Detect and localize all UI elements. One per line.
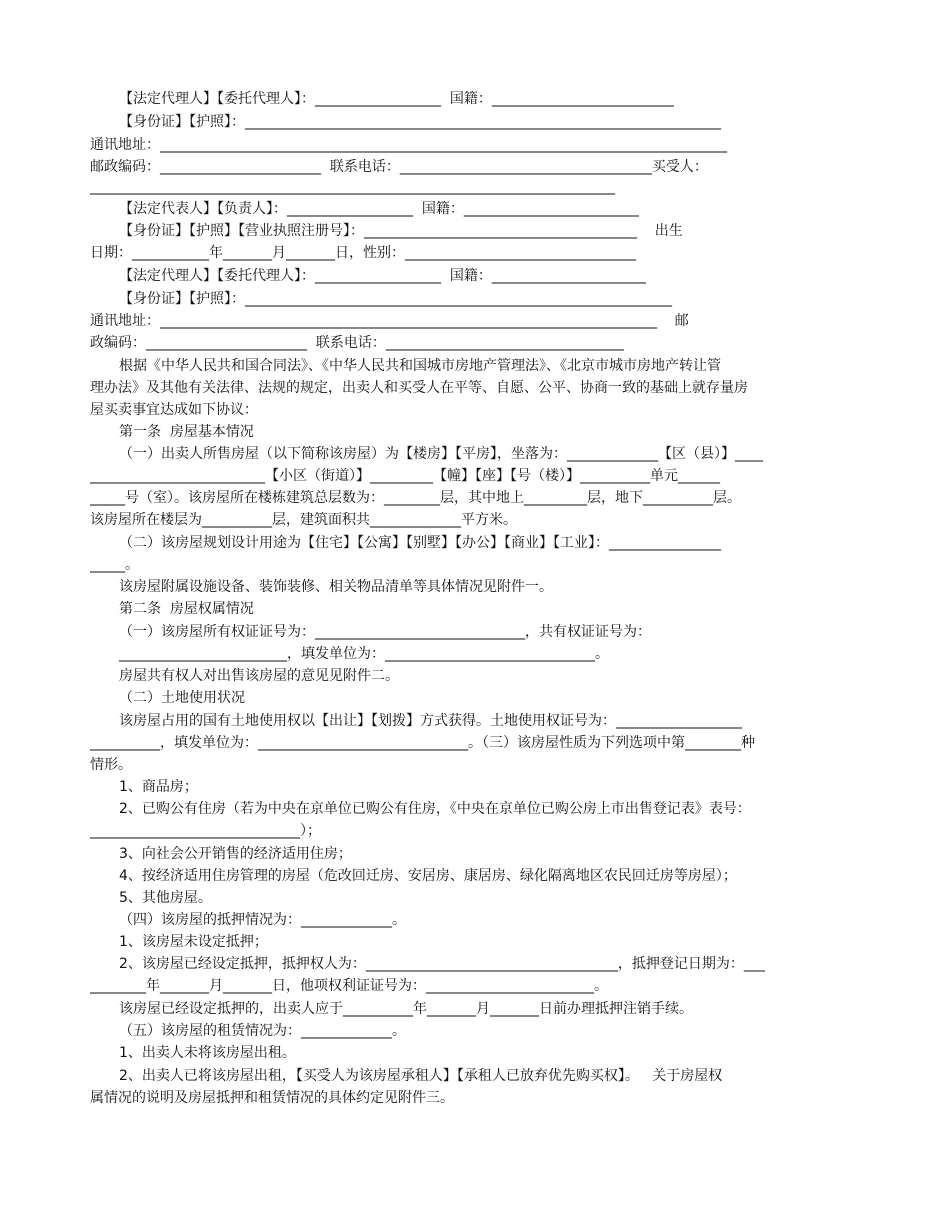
text-line: 情形。 [90, 757, 132, 773]
text-line: _____。 [90, 557, 139, 573]
text-line: 政编码：_______________________ 联系电话：__________________________________ [90, 335, 624, 351]
list-item: 1、商品房； [119, 779, 198, 795]
text-line: 【法定代表人】【负责人】：__________________ 国籍：_________________________ [119, 201, 639, 217]
list-item: 4、按经济适用住房管理的房屋（危改回迁房、安居房、康居房、绿化隔离地区农民回迁房等房屋）； [119, 868, 737, 884]
text-line: 邮政编码：_______________________ 联系电话：____________________________________买受人： [90, 159, 708, 175]
text-line: _________________________【小区（街道）】_________【幢】【座】【号（楼）】__________单元______ [90, 468, 720, 484]
text-line: 【身份证】【护照】：_____________________________________________________________ [119, 291, 672, 307]
text-line: 【法定代理人】【委托代理人】：__________________ 国籍：__________________________ [119, 91, 674, 107]
text-line: ________年_______月_______日，他项权利证证号为：________________________。 [90, 978, 608, 994]
text-line: （二）土地使用状况 [119, 690, 245, 706]
text-line: 通讯地址：_______________________________________________________________________ 邮 [90, 313, 689, 329]
text-line: （五）该房屋的租赁情况为：_____________。 [119, 1023, 406, 1039]
text-line: 日期：___________年_______月_______日，性别：_________________________________ [90, 245, 636, 261]
text-line: （四）该房屋的抵押情况为：_____________。 [119, 912, 406, 928]
text-line: 屋买卖事宜达成如下协议： [90, 402, 258, 418]
text-line: _____号（室）。该房屋所在楼栋建筑总层数为：________层，其中地上_________层，地下__________层。 [90, 490, 741, 506]
text-line: 通讯地址：_________________________________________________________________________________ [90, 137, 727, 153]
text-line: ________________________，填发单位为：______________________________。 [119, 646, 609, 662]
list-item: 1、该房屋未设定抵押； [119, 934, 268, 950]
list-item: 3、向社会公开销售的经济适用住房； [119, 846, 352, 862]
text-line: __________，填发单位为：______________________________。（三）该房屋性质为下列选项中第________种 [90, 735, 755, 751]
text-line: 该房屋占用的国有土地使用权以【出让】【划拨】方式获得。土地使用权证号为：__________________ [119, 713, 742, 729]
text-line: 【法定代理人】【委托代理人】：__________________ 国籍：______________________ [119, 268, 646, 284]
list-item: 2、该房屋已经设定抵押，抵押权人为：____________________________________，抵押登记日期为：___ [119, 956, 765, 972]
text-line: ______________________________）； [90, 823, 321, 839]
text-line: 理办法》及其他有关法律、法规的规定，出卖人和买受人在平等、自愿、公平、协商一致的基础上就存量房 [90, 380, 748, 396]
text-line: 根据《中华人民共和国合同法》、《中华人民共和国城市房地产管理法》、《北京市城市房地产转让管 [119, 358, 721, 374]
text-line: 该房屋已经设定抵押的，出卖人应于__________年_______月_______日前办理抵押注销手续。 [119, 1001, 693, 1017]
list-item: 2、已购公有住房（若为中央在京单位已购公有住房，《中央在京单位已购公房上市出售登记表》表号： [119, 801, 751, 817]
text-line: 房屋共有权人对出售该房屋的意见见附件二。 [119, 668, 399, 684]
text-line: 属情况的说明及房屋抵押和租赁情况的具体约定见附件三。 [90, 1090, 454, 1106]
text-line: 【身份证】【护照】：____________________________________________________________________ [119, 114, 721, 130]
section-heading: 第二条 房屋权属情况 [119, 601, 254, 617]
list-item: 2、出卖人已将该房屋出租，【买受人为该房屋承租人】【承租人已放弃优先购买权】。 关于房屋权 [119, 1068, 723, 1084]
text-line: 该房屋附属设施设备、装饰装修、相关物品清单等具体情况见附件一。 [119, 579, 553, 595]
text-line: （一）该房屋所有权证证号为：______________________________，共有权证证号为： [119, 624, 651, 640]
text-line: 该房屋所在楼层为__________层，建筑面积共_____________平方米。 [90, 512, 517, 528]
list-item: 5、其他房屋。 [119, 890, 212, 906]
list-item: 1、出卖人未将该房屋出租。 [119, 1045, 296, 1061]
section-heading: 第一条 房屋基本情况 [119, 424, 254, 440]
text-line: ___________________________________________________________________________ [90, 179, 615, 195]
text-line: 【身份证】【护照】【营业执照注册号】：_______________________________________ 出生 [119, 223, 683, 239]
text-line: （二）该房屋规划设计用途为【住宅】【公寓】【别墅】【办公】【商业】【工业】：________________ [119, 535, 721, 551]
text-line: （一）出卖人所售房屋（以下简称该房屋）为【楼房】【平房】，坐落为：_____________【区（县）】____ [119, 446, 763, 462]
